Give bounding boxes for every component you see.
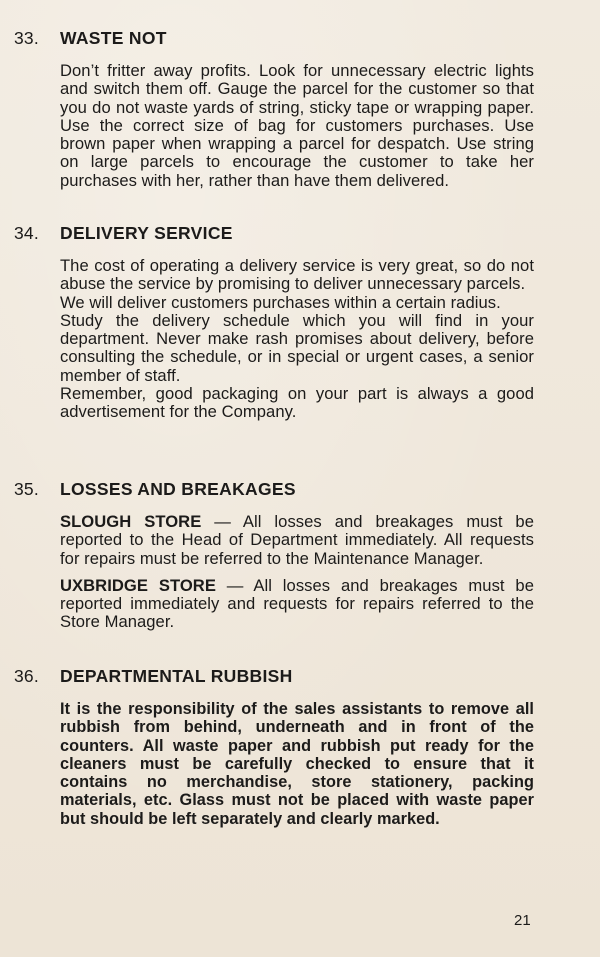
- paragraph: Don’t fritter away profits. Look for unnecessary electric lights and switch them off. Gauge the parcel for the customer so that you do not waste yards of string, sticky tape or wrapping paper. Use the correct size of bag for customers purchases. Use brown paper when wrapping a parcel for despatch. Use string on large parcels to encourage the customer to take her purchases with her, rather than have them delivered.: [60, 61, 534, 190]
- store-text: — All losses and breakages must be reported immediately and requests for repairs referred to the Store Manager.: [60, 575, 534, 632]
- section-number: 34.: [14, 223, 39, 243]
- paragraph: Remember, good packaging on your part is always a good advertisement for the Company.: [60, 384, 534, 422]
- section-body: [60, 62, 534, 190]
- section-body: [60, 257, 534, 422]
- section-number: 35.: [14, 479, 39, 499]
- section-heading: LOSSES AND BREAKAGES: [60, 479, 296, 499]
- store-label: SLOUGH STORE: [60, 512, 202, 531]
- section-body: [60, 513, 534, 641]
- section-heading: DEPARTMENTAL RUBBISH: [60, 666, 293, 686]
- store-paragraph-slough: [60, 513, 534, 568]
- section-heading: DELIVERY SERVICE: [60, 223, 233, 243]
- store-text: — All losses and breakages must be reported to the Head of Department immediately. All requests for repairs must be referred to the Maintenance Manager.: [60, 512, 534, 568]
- section-number: 36.: [14, 666, 39, 686]
- paragraph: We will deliver customers purchases within a certain radius.: [60, 292, 501, 312]
- paragraph: It is the responsibility of the sales assistants to remove all rubbish from behind, underneath and in front of the counters. All waste paper and rubbish put ready for the cleaners must be carefully checked to ensure that it contains no merchandise, store stationery, packing materials, etc. Glass must not be placed with waste paper but should be left separately and clearly marked.: [60, 700, 534, 828]
- paragraph: Study the delivery schedule which you will find in your department. Never make rash promises about delivery, before consulting the schedule, or in special or urgent cases, a senior member of staff.: [60, 310, 534, 385]
- section-body: [60, 700, 534, 828]
- page-number: 21: [514, 912, 531, 929]
- section-number: 33.: [14, 28, 39, 48]
- paragraph: The cost of operating a delivery service is very great, so do not abuse the service by promising to deliver unnecessary parcels.: [60, 256, 534, 294]
- store-label: UXBRIDGE STORE: [60, 575, 216, 595]
- store-paragraph-uxbridge: [60, 577, 534, 632]
- section-heading: WASTE NOT: [60, 28, 167, 48]
